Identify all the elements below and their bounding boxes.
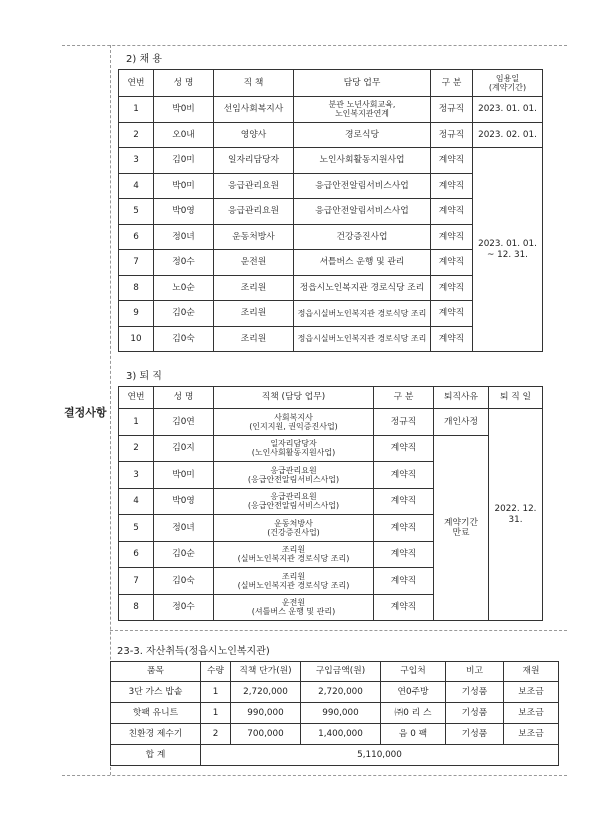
asset-fund-cell: 보조금 (504, 682, 559, 703)
asset-divider (110, 630, 567, 631)
hire-type-cell: 계약직 (431, 275, 473, 301)
hire-no-cell: 8 (119, 275, 154, 301)
retire-name-cell: 김0순 (154, 541, 214, 568)
hire-table (118, 69, 543, 352)
retire-duty-cell: 운전원 (셔틀버스 운행 및 관리) (214, 594, 374, 621)
bottom-divider (62, 775, 567, 776)
hire-position-cell: 운전원 (214, 250, 294, 276)
hire-date-cell: 2023. 02. 01. (473, 122, 543, 148)
hire-name-cell: 박0미 (154, 173, 214, 199)
retire-col-date: 퇴 직 일 (489, 387, 543, 409)
hire-row (119, 122, 543, 148)
hire-duty-cell: 응급안전알림서비스사업 (294, 199, 431, 225)
hire-no-cell: 10 (119, 326, 154, 352)
hire-position-cell: 응급관리요원 (214, 173, 294, 199)
hire-col-name: 성 명 (154, 70, 214, 97)
asset-item-cell: 친환경 제수기 (111, 724, 201, 745)
asset-table (110, 661, 559, 766)
retire-duty-cell: 사회복지사 (인지지원, 권익증진사업) (214, 409, 374, 436)
retire-no-cell: 2 (119, 435, 154, 462)
asset-qty-cell: 2 (201, 724, 231, 745)
asset-note-cell: 기성품 (446, 682, 504, 703)
asset-unit-cell: 990,000 (231, 703, 301, 724)
hire-name-cell: 박0비 (154, 97, 214, 123)
asset-fund-cell: 보조금 (504, 724, 559, 745)
hire-name-cell: 김0숙 (154, 326, 214, 352)
retire-no-cell: 4 (119, 488, 154, 515)
retire-name-cell: 김0지 (154, 435, 214, 462)
hire-position-cell: 조리원 (214, 301, 294, 327)
hire-col-no: 연번 (119, 70, 154, 97)
asset-note-cell: 기성품 (446, 703, 504, 724)
retire-no-cell: 8 (119, 594, 154, 621)
retire-type-cell: 계약직 (374, 462, 434, 489)
retire-type-cell: 계약직 (374, 515, 434, 542)
retire-name-cell: 김0숙 (154, 568, 214, 595)
hire-duty-cell: 건강증진사업 (294, 224, 431, 250)
hire-type-cell: 계약직 (431, 250, 473, 276)
hire-no-cell: 1 (119, 97, 154, 123)
hire-heading: 2) 채 용 (126, 54, 162, 65)
asset-vendor-cell: 연0주방 (381, 682, 446, 703)
retire-duty-cell: 일자리담당자 (노인사회활동지원사업) (214, 435, 374, 462)
hire-merged-date-cell: 2023. 01. 01. ~ 12. 31. (473, 148, 543, 352)
hire-duty-cell: 응급안전알림서비스사업 (294, 173, 431, 199)
hire-duty-cell: 정읍시실버노인복지관 경로식당 조리 (294, 326, 431, 352)
hire-col-position: 직 책 (214, 70, 294, 97)
asset-col-note: 비고 (446, 662, 504, 682)
retire-col-type: 구 분 (374, 387, 434, 409)
hire-date-cell: 2023. 01. 01. (473, 97, 543, 123)
retire-no-cell: 6 (119, 541, 154, 568)
hire-no-cell: 3 (119, 148, 154, 174)
hire-type-cell: 계약직 (431, 326, 473, 352)
hire-type-cell: 계약직 (431, 199, 473, 225)
asset-vendor-cell: ㈜0 리 스 (381, 703, 446, 724)
retire-header-row (119, 387, 543, 409)
asset-col-fund: 재원 (504, 662, 559, 682)
hire-duty-cell: 정읍시노인복지관 경로식당 조리 (294, 275, 431, 301)
hire-no-cell: 5 (119, 199, 154, 225)
hire-col-duty: 담당 업무 (294, 70, 431, 97)
section-label: 결정사항 (64, 406, 107, 419)
asset-qty-cell: 1 (201, 682, 231, 703)
hire-duty-cell: 정읍시실버노인복지관 경로식당 조리 (294, 301, 431, 327)
hire-type-cell: 정규직 (431, 97, 473, 123)
hire-no-cell: 6 (119, 224, 154, 250)
retire-col-no: 연번 (119, 387, 154, 409)
hire-no-cell: 9 (119, 301, 154, 327)
retire-name-cell: 김0연 (154, 409, 214, 436)
hire-duty-cell: 셔틀버스 운행 및 관리 (294, 250, 431, 276)
hire-row (119, 97, 543, 123)
asset-item-cell: 핫팩 유니트 (111, 703, 201, 724)
asset-total-value: 5,110,000 (201, 745, 559, 766)
retire-duty-cell: 조리원 (실버노인복지관 경로식당 조리) (214, 568, 374, 595)
retire-duty-cell: 응급관리요원 (응급안전알림서비스사업) (214, 488, 374, 515)
hire-no-cell: 2 (119, 122, 154, 148)
asset-row (111, 724, 559, 745)
retire-type-cell: 계약직 (374, 594, 434, 621)
retire-duty-cell: 운동처방사 (건강증진사업) (214, 515, 374, 542)
retire-row (119, 409, 543, 436)
hire-type-cell: 계약직 (431, 224, 473, 250)
asset-fund-cell: 보조금 (504, 703, 559, 724)
hire-name-cell: 김0미 (154, 148, 214, 174)
retire-duty-cell: 응급관리요원 (응급안전알림서비스사업) (214, 462, 374, 489)
hire-col-date: 임용일 (계약기간) (473, 70, 543, 97)
retire-no-cell: 3 (119, 462, 154, 489)
retire-name-cell: 박0미 (154, 462, 214, 489)
asset-amount-cell: 2,720,000 (301, 682, 381, 703)
retire-col-duty: 직책 (담당 업무) (214, 387, 374, 409)
asset-col-amount: 구입금액(원) (301, 662, 381, 682)
asset-heading: 23-3. 자산취득(정읍시노인복지관) (117, 646, 270, 657)
asset-unit-cell: 2,720,000 (231, 682, 301, 703)
hire-name-cell: 김0순 (154, 301, 214, 327)
retire-no-cell: 1 (119, 409, 154, 436)
hire-duty-cell: 노인사회활동지원사업 (294, 148, 431, 174)
hire-row (119, 148, 543, 174)
hire-position-cell: 일자리담당자 (214, 148, 294, 174)
hire-name-cell: 노0순 (154, 275, 214, 301)
asset-note-cell: 기성품 (446, 724, 504, 745)
hire-col-type: 구 분 (431, 70, 473, 97)
hire-type-cell: 계약직 (431, 301, 473, 327)
asset-amount-cell: 990,000 (301, 703, 381, 724)
asset-qty-cell: 1 (201, 703, 231, 724)
hire-position-cell: 조리원 (214, 275, 294, 301)
asset-item-cell: 3단 가스 밥솥 (111, 682, 201, 703)
retire-type-cell: 계약직 (374, 541, 434, 568)
asset-unit-cell: 700,000 (231, 724, 301, 745)
retire-name-cell: 정0수 (154, 594, 214, 621)
hire-duty-cell: 경로식당 (294, 122, 431, 148)
asset-col-vendor: 구입처 (381, 662, 446, 682)
retire-row (119, 435, 543, 462)
hire-position-cell: 운동처방사 (214, 224, 294, 250)
retire-table (118, 386, 543, 621)
retire-type-cell: 계약직 (374, 488, 434, 515)
hire-type-cell: 계약직 (431, 148, 473, 174)
asset-col-qty: 수량 (201, 662, 231, 682)
hire-position-cell: 선임사회복지사 (214, 97, 294, 123)
hire-position-cell: 조리원 (214, 326, 294, 352)
hire-type-cell: 정규직 (431, 122, 473, 148)
retire-col-name: 성 명 (154, 387, 214, 409)
asset-total-label: 합 계 (111, 745, 201, 766)
retire-merged-reason-cell: 계약기간 만료 (434, 435, 489, 621)
hire-name-cell: 정0수 (154, 250, 214, 276)
hire-no-cell: 4 (119, 173, 154, 199)
retire-type-cell: 계약직 (374, 568, 434, 595)
asset-row (111, 682, 559, 703)
retire-name-cell: 정0녀 (154, 515, 214, 542)
asset-col-item: 품목 (111, 662, 201, 682)
retire-merged-date-cell: 2022. 12. 31. (489, 409, 543, 621)
hire-no-cell: 7 (119, 250, 154, 276)
asset-amount-cell: 1,400,000 (301, 724, 381, 745)
hire-position-cell: 영양사 (214, 122, 294, 148)
hire-name-cell: 박0영 (154, 199, 214, 225)
retire-heading: 3) 퇴 직 (126, 371, 162, 382)
asset-header-row (111, 662, 559, 682)
retire-type-cell: 계약직 (374, 435, 434, 462)
retire-duty-cell: 조리원 (실버노인복지관 경로식당 조리) (214, 541, 374, 568)
retire-type-cell: 정규직 (374, 409, 434, 436)
hire-name-cell: 정0녀 (154, 224, 214, 250)
hire-name-cell: 오0내 (154, 122, 214, 148)
top-divider (62, 45, 567, 46)
asset-row (111, 703, 559, 724)
hire-header-row (119, 70, 543, 97)
retire-no-cell: 7 (119, 568, 154, 595)
retire-no-cell: 5 (119, 515, 154, 542)
retire-reason-cell: 개인사정 (434, 409, 489, 436)
retire-name-cell: 박0영 (154, 488, 214, 515)
asset-vendor-cell: 음 0 팩 (381, 724, 446, 745)
asset-total-row (111, 745, 559, 766)
hire-type-cell: 계약직 (431, 173, 473, 199)
retire-col-reason: 퇴직사유 (434, 387, 489, 409)
asset-col-unit: 직책 단가(원) (231, 662, 301, 682)
hire-duty-cell: 분관 노년사회교육, 노인복지관연계 (294, 97, 431, 123)
hire-position-cell: 응급관리요원 (214, 199, 294, 225)
